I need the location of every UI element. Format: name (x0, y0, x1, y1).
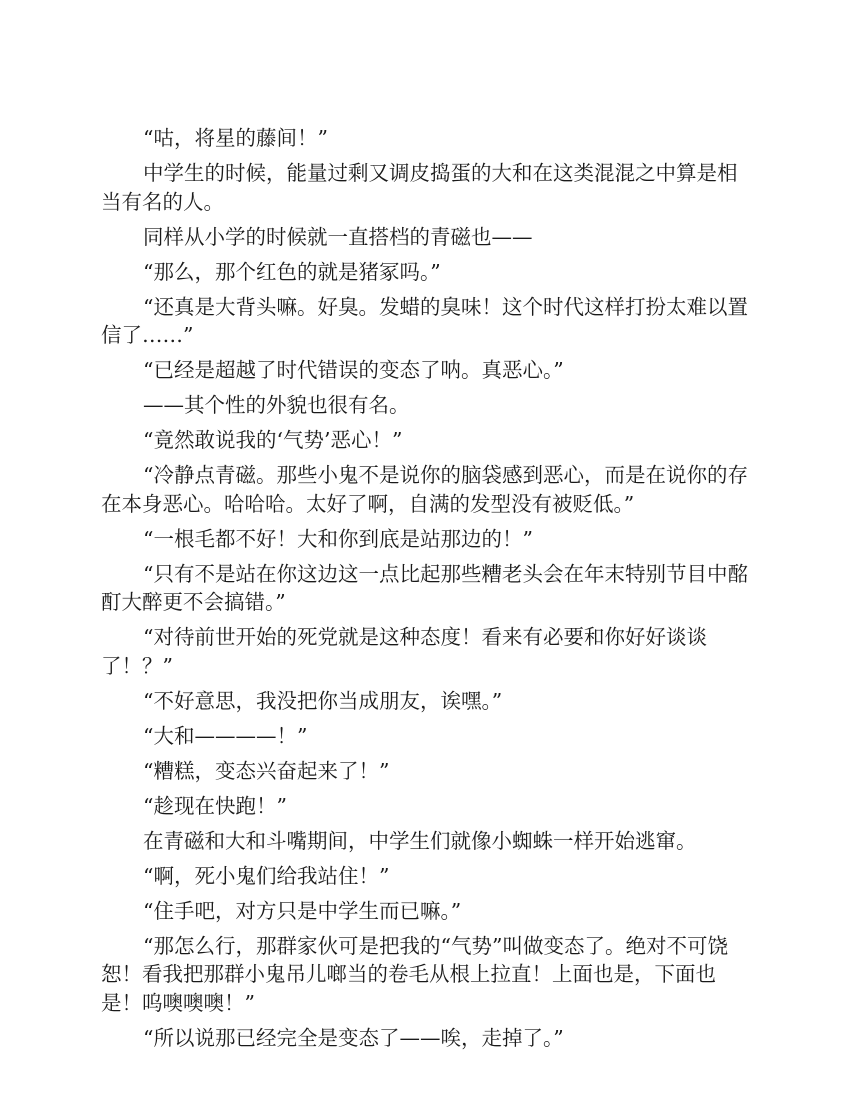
paragraph: 同样从小学的时候就一直搭档的青磁也—— (143, 224, 533, 249)
paragraph: “那怎么行，那群家伙可是把我的“气势”叫做变态了。绝对不可饶恕！看我把那群小鬼吊儿啷当的卷毛从根上拉直！上面也是，下面也是！呜噢噢噢！” (101, 933, 728, 1015)
paragraph: “冷静点青磁。那些小鬼不是说你的脑袋感到恶心，而是在说你的存在本身恶心。哈哈哈。太好了啊，自满的发型没有被贬低。” (101, 463, 748, 516)
paragraph: “竟然敢说我的‘气势’恶心！” (143, 428, 403, 452)
paragraph: “趁现在快跑！” (143, 793, 287, 818)
paragraph: “那么，那个红色的就是猪冢吗。” (143, 259, 441, 284)
paragraph: “大和————！” (143, 723, 308, 748)
paragraph: ——其个性的外貌也很有名。 (143, 393, 410, 417)
paragraph: “糟糕，变态兴奋起来了！” (143, 758, 390, 783)
paragraph: “啊，死小鬼们给我站住！” (143, 863, 390, 888)
paragraph: “一根毛都不好！大和你到底是站那边的！” (143, 526, 533, 551)
paragraph: “住手吧，对方只是中学生而已嘛。” (143, 898, 462, 923)
paragraph: “所以说那已经完全是变态了——唉，走掉了。” (143, 1025, 564, 1050)
paragraph: “已经是超越了时代错误的变态了呐。真恶心。” (143, 358, 564, 382)
paragraph: “还真是大背头嘛。好臭。发蜡的臭味！这个时代这样打扮太难以置信了……” (101, 294, 748, 347)
paragraph: “咕，将星的藤间！” (143, 126, 328, 150)
paragraph: 中学生的时候，能量过剩又调皮捣蛋的大和在这类混混之中算是相当有名的人。 (101, 161, 738, 214)
paragraph: “只有不是站在你这边这一点比起那些糟老头会在年末特别节目中酩酊大醉更不会搞错。” (101, 561, 748, 614)
paragraph: “对待前世开始的死党就是这种态度！看来有必要和你好好谈谈了！？” (101, 625, 707, 678)
paragraph: 在青磁和大和斗嘴期间，中学生们就像小蜘蛛一样开始逃窜。 (143, 828, 697, 853)
paragraph: “不好意思，我没把你当成朋友，诶嘿。” (143, 688, 503, 713)
